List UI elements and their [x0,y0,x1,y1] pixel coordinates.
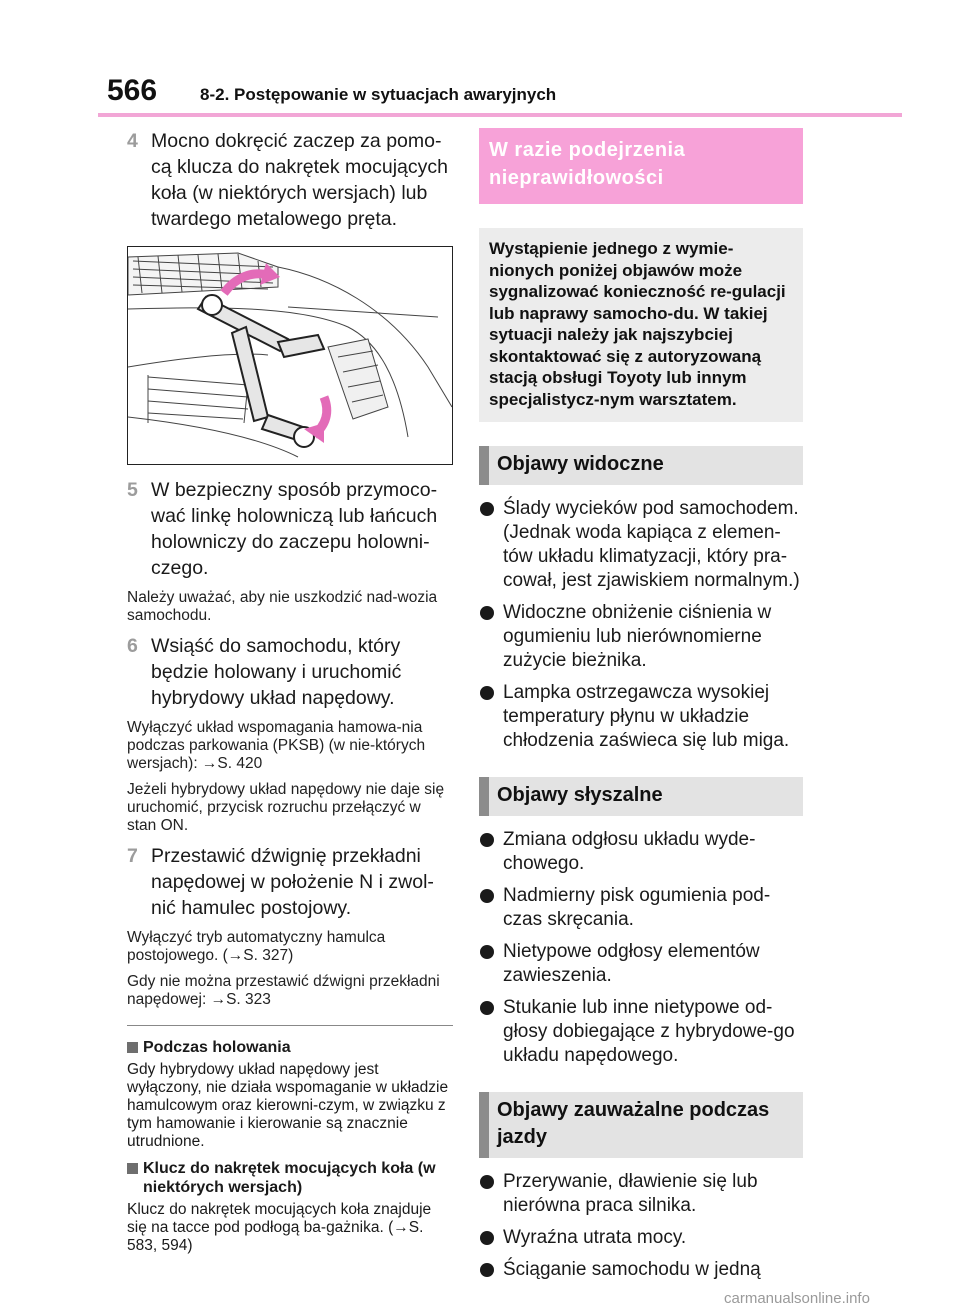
step-number: 6 [127,635,138,657]
square-bullet-icon [127,1042,138,1053]
list-item: Widoczne obniżenie ciśnienia w ogumieniu lub nierównomierne zużycie bieżnika. [479,601,803,673]
note: Gdy nie można przestawić dźwigni przekładni napędowej: →S. 323 [127,973,440,1008]
list-item: Ściąganie samochodu w jedną [479,1258,803,1282]
list-item: Stukanie lub inne nietypowe od-głosy dobiegające z hybrydowe-go układu napędowego. [479,996,803,1068]
bullet-icon [480,606,494,620]
step-7 [127,843,453,921]
bullet-icon [480,889,494,903]
note: Jeżeli hybrydowy układ napędowy nie daje się uruchomić, przycisk rozruchu przełączyć w stan ON. [127,781,445,834]
step-text: Wsiąść do samochodu, który będzie holowany i uruchomić hybrydowy układ napędowy. [151,635,402,709]
subsection-text: Gdy hybrydowy układ napędowy jest wyłączony, nie działa wspomaganie w układzie hamulcowym oraz kierowni-czym, w związku z tym hamowanie i kierowanie są znacznie utrudnione. [127,1061,449,1150]
bullet-icon [480,1263,494,1277]
section-divider [127,1025,453,1026]
step-text: Mocno dokręcić zaczep za pomo-cą klucza do nakrętek mocujących koła (w niektórych wersjach) lub twardego metalowego pręta. [151,130,448,230]
bullet-icon [480,1175,494,1189]
subsection-text: Klucz do nakrętek mocujących koła znajduje się na tacce pod podłogą ba-gażnika. (→S. 583, 594) [127,1201,432,1254]
note: Wyłączyć układ wspomagania hamowa-nia podczas parkowania (PKSB) (w nie-których wersjach): →S. 420 [127,719,426,772]
bullet-icon [480,1001,494,1015]
section-title-box: W razie podejrzenia nieprawidłowości [479,128,803,204]
step-5 [127,477,453,581]
list-item: Przerywanie, dławienie się lub nierówna praca silnika. [479,1170,803,1218]
section-heading-visible: Objawy widoczne [479,446,803,485]
list-item: Lampka ostrzegawcza wysokiej temperatury płynu w układzie chłodzenia zaświeca się lub miga. [479,681,803,753]
list-item: Nadmierny pisk ogumienia pod-czas skręcania. [479,884,803,932]
left-column [127,128,453,1263]
list-item: Wyraźna utrata mocy. [479,1226,803,1250]
note: Należy uważać, aby nie uszkodzić nad-wozia samochodu. [127,589,438,624]
step-6 [127,633,453,711]
step-text: Przestawić dźwignię przekładni napędowej w położenie N i zwol-nić hamulec postojowy. [151,845,434,919]
page-number: 566 [107,74,158,107]
watermark: carmanualsonline.info [724,1290,870,1307]
step-number: 7 [127,845,138,867]
towing-hook-illustration [127,246,453,465]
header-rule [98,113,902,117]
step-text: W bezpieczny sposób przymoco-wać linkę holowniczą lub łańcuch holowniczy do zaczepu holowni-czego. [151,479,438,579]
bullet-list [479,497,803,753]
subsection-title: Klucz do nakrętek mocujących koła (w niektórych wersjach) [143,1160,436,1196]
section-heading-audible: Objawy słyszalne [479,777,803,816]
bullet-icon [480,502,494,516]
list-item: Ślady wycieków pod samochodem. (Jednak woda kapiąca z elemen-tów układu klimatyzacji, który pra-cował, jest zjawiskiem normalnym.) [479,497,803,593]
towing-eyelet-wrench-drawing [128,247,452,464]
bullet-icon [480,945,494,959]
chapter-title: 8-2. Postępowanie w sytuacjach awaryjnych [200,85,557,104]
step-number: 4 [127,130,138,152]
page-header [0,0,960,120]
subsection-heading [127,1159,453,1197]
section-heading-driving: Objawy zauważalne podczas jazdy [479,1092,803,1158]
note: Wyłączyć tryb automatyczny hamulca postojowego. (→S. 327) [127,929,386,964]
step-4 [127,128,453,232]
list-item: Nietypowe odgłosy elementów zawieszenia. [479,940,803,988]
bullet-list [479,1170,803,1282]
subsection-heading [127,1038,453,1057]
subsection-title: Podczas holowania [143,1039,291,1056]
step-number: 5 [127,479,138,501]
bullet-icon [480,686,494,700]
square-bullet-icon [127,1163,138,1174]
bullet-list [479,828,803,1068]
intro-box: Wystąpienie jednego z wymie-nionych poniżej objawów może sygnalizować konieczność re-gulacji lub naprawy samocho-du. W takiej sytuacji należy jak najszybciej skontaktować się z autoryzowaną stacją obsługi Toyoty lub innym specjalistycz-nym warsztatem. [479,228,803,422]
bullet-icon [480,833,494,847]
list-item: Zmiana odgłosu układu wyde-chowego. [479,828,803,876]
right-column [479,128,803,1290]
bullet-icon [480,1231,494,1245]
